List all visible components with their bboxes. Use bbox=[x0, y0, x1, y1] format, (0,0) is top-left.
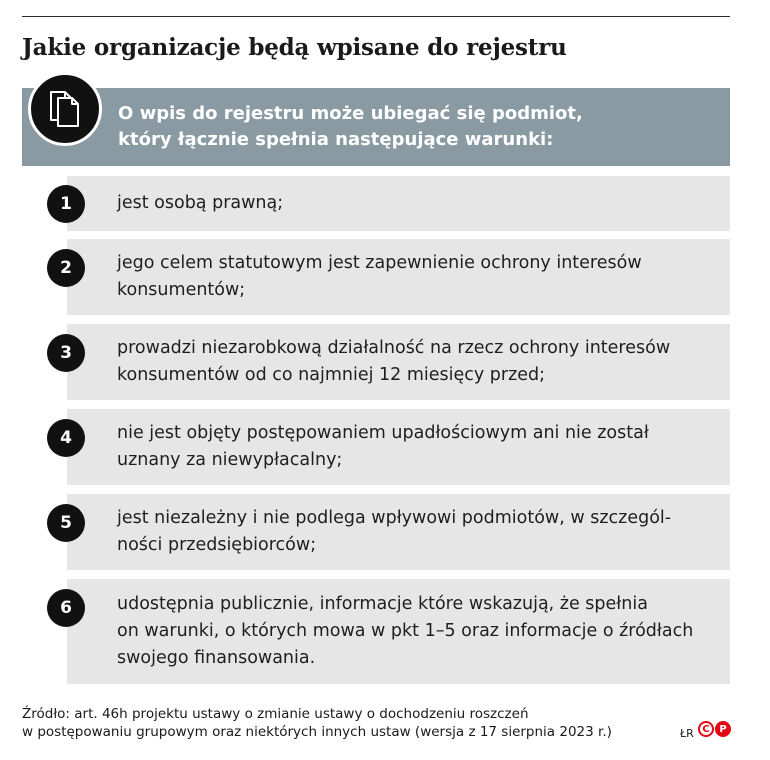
condition-item bbox=[67, 579, 730, 684]
condition-number-badge: 3 bbox=[47, 334, 85, 372]
condition-item bbox=[67, 324, 730, 400]
logo-letter-right: P bbox=[715, 721, 731, 737]
condition-item bbox=[67, 494, 730, 570]
condition-text: jego celem statutowym jest zapewnienie ochrony interesów konsumentów; bbox=[117, 253, 642, 300]
source-line-1: Źródło: art. 46h projektu ustawy o zmianie ustawy o dochodzeniu roszczeń bbox=[22, 706, 529, 722]
source-note bbox=[22, 705, 612, 741]
condition-number-badge: 6 bbox=[47, 589, 85, 627]
condition-item bbox=[67, 239, 730, 315]
publisher-logo bbox=[698, 721, 731, 737]
condition-text: jest osobą prawną; bbox=[117, 193, 284, 213]
condition-item bbox=[67, 409, 730, 485]
condition-text: prowadzi niezarobkową działalność na rzecz ochrony interesów konsumentów od co najmniej 12 miesięcy przed; bbox=[117, 338, 671, 385]
intro-line-1: O wpis do rejestru może ubiegać się podmiot, bbox=[118, 103, 583, 124]
condition-text: udostępnia publicznie, informacje które wskazują, że spełnia on warunki, o których mowa w pkt 1–5 oraz informacje o źródłach swojego finansowania. bbox=[117, 594, 694, 668]
condition-number-badge: 4 bbox=[47, 419, 85, 457]
condition-number-badge: 5 bbox=[47, 504, 85, 542]
source-line-2: w postępowaniu grupowym oraz niektórych innych ustaw (wersja z 17 sierpnia 2023 r.) bbox=[22, 724, 612, 740]
page-title: Jakie organizacje będą wpisane do rejestru bbox=[22, 34, 567, 61]
condition-number-badge: 1 bbox=[47, 185, 85, 223]
intro-line-2: który łącznie spełnia następujące warunki: bbox=[118, 129, 554, 150]
condition-number-badge: 2 bbox=[47, 249, 85, 287]
author-credit: ŁR bbox=[680, 727, 694, 740]
condition-text: jest niezależny i nie podlega wpływowi podmiotów, w szczegól- ności przedsiębiorców; bbox=[117, 508, 672, 555]
logo-letter-left: C bbox=[698, 721, 714, 737]
condition-item bbox=[67, 176, 730, 231]
condition-text: nie jest objęty postępowaniem upadłościowym ani nie został uznany za niewypłacalny; bbox=[117, 423, 649, 470]
